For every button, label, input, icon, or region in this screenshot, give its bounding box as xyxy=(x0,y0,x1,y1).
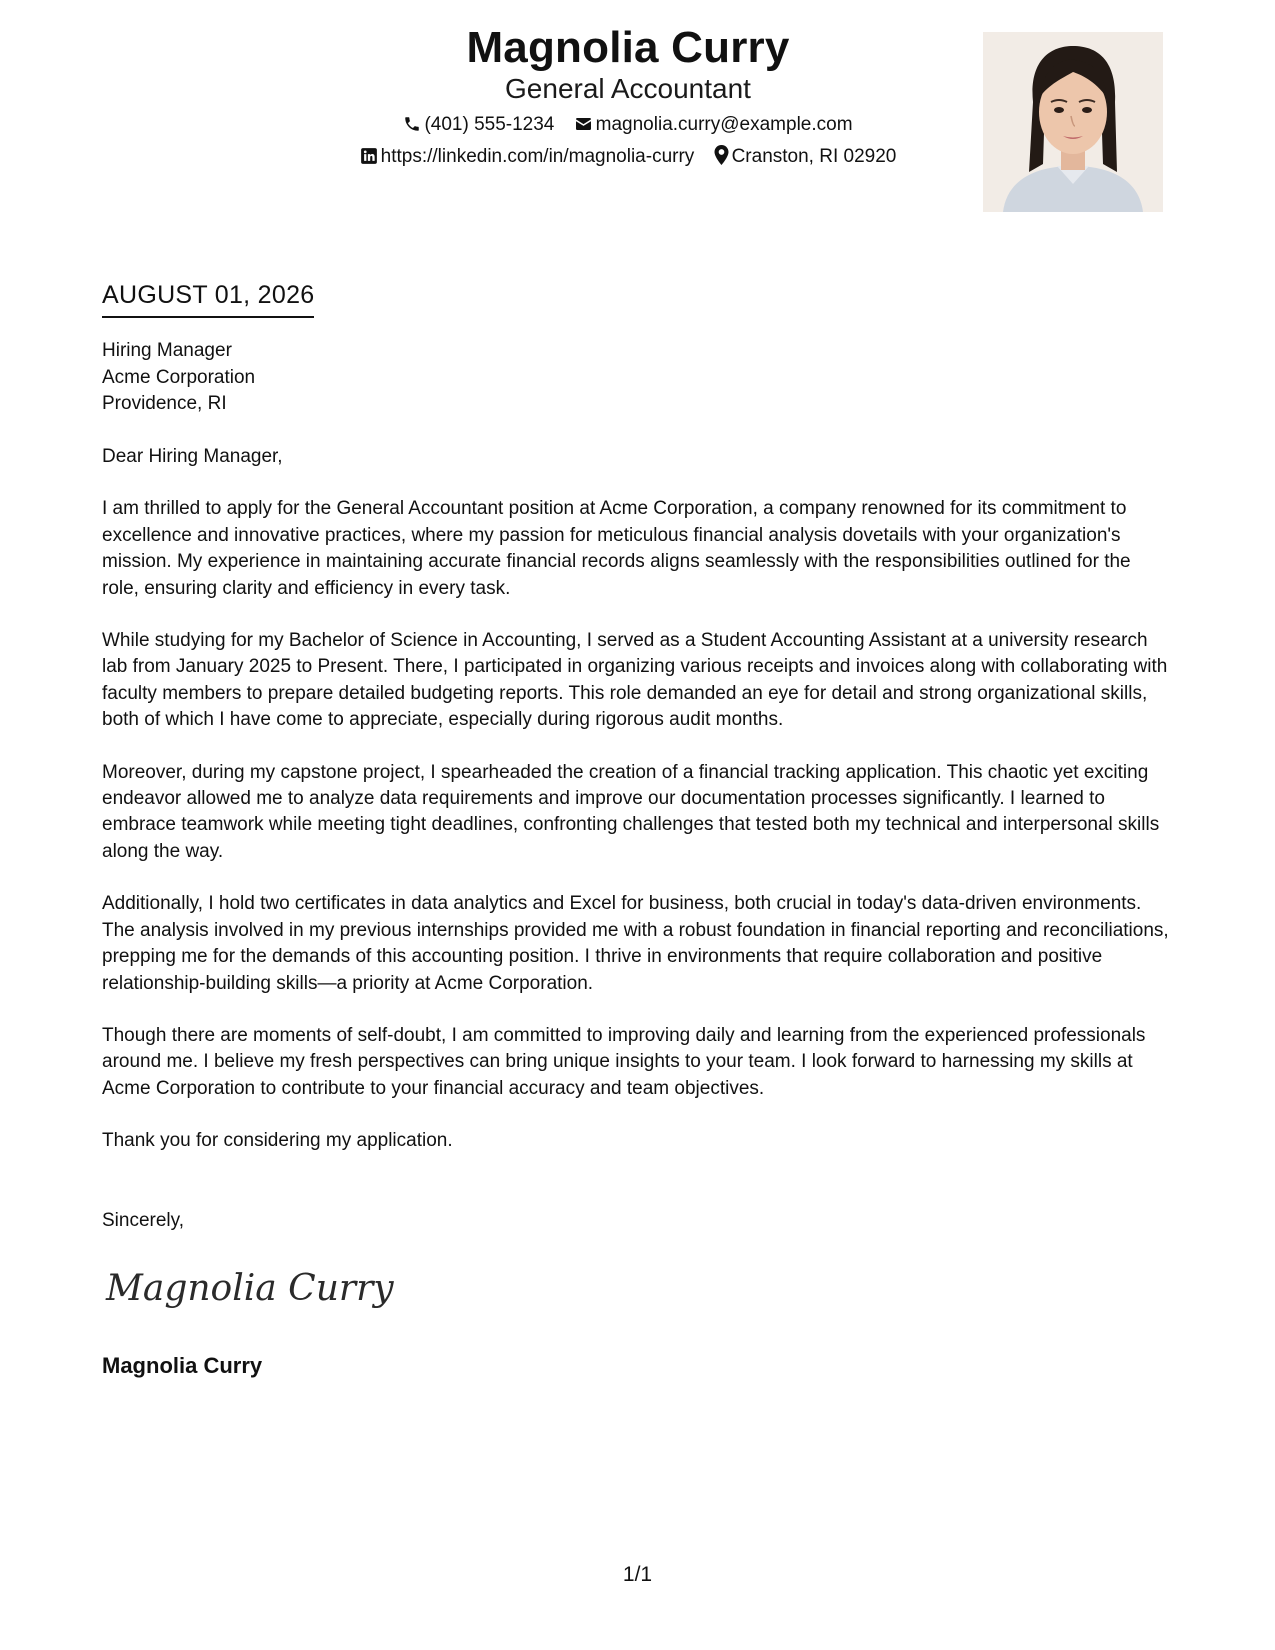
body-paragraph: Moreover, during my capstone project, I spearheaded the creation of a financial tracking application. This chaotic yet exciting endeavor allowed me to analyze data requirements and improve our documentation processes significantly. I learned to embrace teamwork while meeting tight deadlines, confronting challenges that tested both my technical and interpersonal skills along the way. xyxy=(102,761,1160,862)
phone-text: (401) 555-1234 xyxy=(424,114,555,135)
letter-body xyxy=(102,444,1172,1181)
contact-linkedin[interactable] xyxy=(360,144,695,170)
envelope-icon xyxy=(574,115,593,133)
body-paragraph: Thank you for considering my application. xyxy=(102,1130,453,1152)
closing: Sincerely, xyxy=(102,1210,185,1231)
body-paragraph: Additionally, I hold two certificates in data analytics and Excel for business, both crucial in today's data-driven environments. The analysis involved in my previous internships provided me with a robust foundation in financial reporting and reconciliations, prepping me for the demands of this accounting position. I thrive in environments that require collaboration and positive relationship-building skills—a priority at Acme Corporation. xyxy=(102,893,1169,994)
linkedin-text: https://linkedin.com/in/magnolia-curry xyxy=(380,146,695,167)
location-text: Cranston, RI 02920 xyxy=(731,146,897,167)
body-paragraph: While studying for my Bachelor of Science in Accounting, I served as a Student Accounting Assistant at a university research lab from January 2025 to Present. There, I participated in organizing various receipts and invoices along with collaborating with faculty members to prepare detailed budgeting reports. This role demanded an eye for detail and strong organizational skills, both of which I have come to appreciate, especially during rigorous audit months. xyxy=(102,630,1168,731)
recipient-line: Acme Corporation xyxy=(102,366,256,388)
applicant-name: Magnolia Curry xyxy=(466,23,790,72)
contact-location xyxy=(714,144,897,170)
email-text: magnolia.curry@example.com xyxy=(595,114,853,135)
handwritten-signature xyxy=(104,1258,394,1323)
linkedin-icon xyxy=(360,147,378,165)
body-paragraph: Though there are moments of self-doubt, I am committed to improving daily and learning from the experienced professionals around me. I believe my fresh perspectives can bring unique insights to your team. I look forward to harnessing my skills at Acme Corporation to contribute to your financial accuracy and team objectives. xyxy=(102,1024,1146,1099)
phone-icon xyxy=(403,115,421,133)
recipient-block xyxy=(102,338,255,418)
body-paragraph: I am thrilled to apply for the General Accountant position at Acme Corporation, a company renowned for its commitment to excellence and innovative practices, where my passion for meticulous financial analysis dovetails with your organization's mission. My experience in maintaining accurate financial records aligns seamlessly with the responsibilities outlined for the role, ensuring clarity and efficiency in every task. xyxy=(102,498,1131,599)
recipient-line: Hiring Manager xyxy=(102,340,232,361)
letter-header xyxy=(0,0,1275,230)
letter-date: AUGUST 01, 2026 xyxy=(102,279,314,318)
map-pin-icon xyxy=(714,145,729,165)
signature-text: Magnolia Curry xyxy=(106,1268,394,1309)
salutation: Dear Hiring Manager, xyxy=(102,446,283,467)
profile-photo xyxy=(983,32,1163,212)
job-title: General Accountant xyxy=(505,73,751,104)
contact-email[interactable] xyxy=(574,112,853,138)
contact-phone[interactable] xyxy=(403,112,554,138)
page-number: 1/1 xyxy=(622,1563,653,1586)
recipient-line: Providence, RI xyxy=(102,393,227,414)
signer-name: Magnolia Curry xyxy=(102,1353,263,1378)
